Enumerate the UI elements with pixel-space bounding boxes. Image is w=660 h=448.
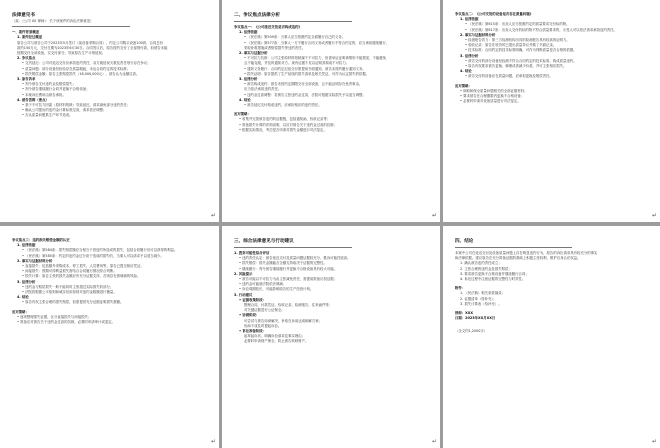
text-line: • 通知义务履行：合同约定迟延交付需提前书面通知，被告未按约履行通知义务。 — [244, 66, 366, 71]
text-line: • 被告交付的部分设备经检测不符合合同约定的技术标准，构成质量违约。 — [465, 58, 577, 63]
text-line: 本案中公司在延迟交付及设备质量问题上存在明显违约行为，原告的诉讼请求具有较充分的事实 — [455, 251, 598, 255]
text-line: 且不能克服，并及时通知对方。现有证据不足以证明其构成不可抗力。 — [244, 61, 350, 66]
text-line: • 要求被告在合理期限内更换不合格设备； — [460, 94, 525, 99]
text-line: • 交货延迟：公司对延迟交付应承担违约责任，双方就延误天数及责任划分存在争议； — [22, 61, 151, 66]
text-line: • 损失赔偿：损失金额能否全额支持取决于证据的完整性。 — [239, 261, 327, 266]
paragraph-mark: ↵ — [210, 212, 216, 219]
text-line: 协商不成及时提起诉讼。 — [244, 323, 282, 328]
text-line: 对关键证据进行公证保全。 — [244, 308, 285, 313]
text-line: 1. 案件经过概述 — [17, 35, 43, 40]
text-line: • 诉讼周期较长，可能影响原告的生产经营计划。 — [239, 287, 314, 292]
page-6[interactable] — [443, 226, 660, 448]
text-line: 争议焦点一：《公司延迟交货是否构成违约》 — [234, 25, 302, 29]
text-line: • 法院将根据公平原则和诚实信用原则对违约金数额进行衡量。 — [22, 290, 117, 295]
text-line: • 违约金过高调整：若被告主张违约金过高，法院可根据实际损失予以适当调整。 — [244, 92, 366, 97]
text-line: • 违约金与赔偿损失一般不能同时主张超过实际损失的部分。 — [22, 284, 114, 289]
text-line: 1. 《民法典》相关条款摘录； — [460, 291, 505, 296]
text-line: 应对策略： — [12, 309, 29, 314]
text-line: • 必要时申请对设备质量进行司法鉴定。 — [460, 99, 521, 104]
text-line: 和法律依据。建议原告在充分准备证据的基础上积极主张权利，维护自身合法权益。 — [455, 256, 581, 261]
text-line: 2. 风险提示 — [234, 271, 253, 276]
page-3[interactable] — [443, 0, 660, 222]
text-line: 3. 原告诉求 — [17, 77, 36, 82]
text-line: • 否认质量问题系生产环节造成。 — [22, 113, 73, 118]
page-1[interactable] — [0, 0, 219, 222]
text-line: • 原告有权主张合理的损失赔偿，但需提供充分证据证明损失数额。 — [22, 300, 124, 305]
text-line: 应对策略： — [234, 112, 251, 117]
text-line: • 被告可能以不可抗力为由主张减免责任，需提前准备反驳证据； — [239, 277, 338, 282]
text-line: • 直接损失：包括额外采购成本、停工损失、人员费用等，原告已提交相应凭证。 — [22, 264, 144, 269]
text-line: 4. 被告答辩（要点） — [17, 97, 49, 102]
text-line: 2. 事实与证据材料分析 — [460, 32, 496, 37]
text-line: 日期：2023年XX月XX日 — [455, 316, 496, 321]
text-line: 1. 法律依据 — [239, 30, 258, 35]
paragraph-mark: ↵ — [651, 438, 657, 445]
divider — [234, 21, 352, 22]
text-line: • 《民法典》第617条：出卖人交付的标的物不符合质量要求的，买受人可以依法请求承担违约责任。 — [465, 27, 617, 32]
text-line: • 准备损失计算的详细说明，以应对被告关于违约金过高的抗辩； — [239, 122, 338, 127]
text-line: 必要时申请财产保全，防止被告转移财产。 — [244, 339, 309, 344]
text-line: 1. 法律依据 — [17, 243, 36, 248]
text-line: • 《民法典》第615条：出卖人应当按照约定的质量要求交付标的物。 — [465, 22, 570, 27]
text-line: 2. 主张合理的违约金及损失赔偿； — [460, 266, 512, 271]
text-line: 3. 法律分析 — [460, 53, 479, 58]
text-line: 争议焦点二：《公司交货的设备是否存在质量问题》 — [455, 12, 533, 16]
divider — [455, 247, 572, 248]
text-line: 3. 损失计算表（待补充）。 — [460, 301, 502, 306]
text-line: 按期交付全部设备，仅交付部分，导致原告生产计划延误。 — [17, 51, 106, 56]
text-line: （全文约1,2000字） — [455, 329, 488, 334]
text-line: 一、案件背景概述 — [12, 30, 40, 35]
text-line: 2. 事实与证据分析 — [239, 51, 268, 56]
text-line: 采取补救措施或者赔偿损失等违约责任。 — [244, 45, 306, 50]
text-line: • 间接损失：预期可得利益损失需结合合同履行情况综合判断。 — [22, 269, 117, 274]
text-line: • 检测报告效力：第三方检测机构出具的检测报告具有较高的证明力。 — [465, 38, 570, 43]
text-line: 3. 行动建议 — [234, 292, 253, 297]
text-line: • 逐项整理损失证据，区分直接损失与间接损失； — [17, 314, 92, 319]
text-line: • 质量问题：部分设备经检验存在质量瑕疵，未达合同约定的技术标准； — [22, 66, 131, 71]
text-line: • 《民法典》第509条：当事人应当按照约定全面履行自己的义务。 — [244, 35, 346, 40]
text-line: 3. 法律分析 — [239, 77, 258, 82]
text-line: 律师：XXX — [455, 311, 474, 316]
text-line: 三、综合法律意见与行动建议 — [234, 239, 294, 244]
text-line: • 判令被告继续履行合同并更换不合格设备； — [22, 87, 90, 92]
text-line: • 本案诉讼费用由被告承担。 — [22, 92, 66, 97]
page-5[interactable] — [222, 226, 440, 448]
text-line: • 确认公司提出的违约金计算标准过高，请求依法调整； — [22, 108, 107, 113]
page-4[interactable] — [0, 226, 219, 448]
text-line: • 准备应对被告关于违约金过高的抗辩，必要时申请审计或鉴定。 — [17, 320, 116, 325]
paragraph-mark: ↵ — [431, 438, 437, 445]
text-line: 1. 法律依据 — [460, 17, 479, 22]
text-line: 整理合同、付款凭证、验收记录、检测报告、往来函件等； — [244, 303, 333, 308]
text-line: • 原告有权要求被告更换、修理或者减少价款，并可主张相应损失。 — [465, 64, 567, 69]
text-line: • 不可抗力抗辩：公司主张原材料短缺属于不可抗力，但需举证证明该情形不能预见、不能避免 — [244, 56, 387, 61]
text-line: • 《民法典》第577条：当事人一方不履行合同义务或者履行不符合约定的，应当承担继续履行、 — [244, 40, 390, 45]
text-line: • 被告构成违约：被告未按约定期限交付全部设备，且不能证明存在免责事由， — [244, 82, 363, 87]
text-line: • 损失赔偿金额：原告主张赔偿损失（16,000,000元），被告认为金额过高。 — [22, 71, 140, 76]
text-line: • 根据实际情况，考虑是否申请对损失金额进行司法鉴定。 — [239, 127, 327, 132]
text-line: 可尝试与被告协商解决，争取在诉前达成和解方案； — [244, 318, 322, 323]
text-line: 4. 结论 — [239, 97, 251, 102]
text-line: • 证据收集阶段： — [239, 297, 267, 302]
text-line: 款约150万元，交付日期为2023年6月30日。合同签订后，原告按约支付了全部预付款，但被告未能 — [17, 45, 168, 50]
text-line: • 诉讼准备阶段： — [239, 329, 267, 334]
text-line: • 调取和保全质量问题相关的全部证据材料； — [460, 88, 528, 93]
text-line: • 违约金可能被法院依法调减； — [239, 282, 287, 287]
text-line: 2. 证据清单（待补充）； — [460, 296, 497, 301]
paragraph-mark: ↵ — [431, 212, 437, 219]
text-line: 2. 争议焦点 — [17, 56, 36, 61]
text-line: 应当依法承担违约责任。 — [244, 87, 282, 92]
text-line: • 被告交付的设备存在质量问题，应承担更换及赔偿责任。 — [465, 74, 553, 79]
text-line: • 判令被告支付违约金及赔偿损失； — [22, 82, 76, 87]
text-line: • 收集并完善被告违约的证据链，包括通知函、验收记录等； — [239, 117, 331, 122]
text-line: • 《民法典》第584条：损失赔偿额应当相当于因违约所造成的损失，包括合同履行后可以获得的利益。 — [22, 248, 178, 253]
text-line: 4. 诉讼过程中注意证据的完整性与时效性。 — [460, 277, 526, 282]
text-line: • 协商阶段： — [239, 313, 260, 318]
text-line: 四、结论 — [455, 239, 474, 244]
text-line: 应对策略： — [455, 83, 472, 88]
text-line: • 技术标准：合同约定的技术标准明确，可作为判断质量是否合格的依据。 — [465, 48, 577, 53]
text-line: • 被告延迟交付构成违约，应承担相应的违约责任。 — [244, 103, 322, 108]
text-line: 1. 确认被告违约责任成立； — [460, 261, 502, 266]
text-line: 4. 结论 — [460, 69, 472, 74]
page-2[interactable] — [222, 0, 440, 222]
text-line: 原告公司与被告公司于2023年5月签订《某设备采购合同》，约定公司购买设备100套，合同总价 — [17, 40, 164, 45]
text-line: • 《民法典》第585条：约定的违约金过分高于造成的损失的，当事人可以请求予以适当减少。 — [22, 253, 164, 258]
text-line: 起草起诉状，明确诉讼请求及事实理由； — [244, 334, 306, 339]
divider — [234, 247, 352, 248]
text-line: （致：《公司 XX 律师》：关于该案件的诉讼法律意见） — [12, 19, 94, 23]
text-line: 3. 要求被告更换不合格设备并继续履行合同； — [460, 271, 529, 276]
text-line: 二、争议焦点法律分析 — [234, 13, 280, 18]
text-line: 争议焦点三：违约损失赔偿金额的认定 — [12, 238, 70, 242]
text-line: 2. 事实与证据材料分析 — [17, 258, 53, 263]
divider — [12, 26, 130, 27]
text-line: • 违约责任认定：被告延迟交付及质量问题证据较充分，胜诉可能性较高。 — [239, 256, 351, 261]
text-line: 1. 胜诉可能性综合评估 — [234, 251, 270, 255]
paragraph-mark: ↵ — [210, 438, 216, 445]
text-line: 4. 结论 — [17, 295, 29, 300]
text-line: • 继续履行：判令被告继续履行并更换不合格设备具有较大可能。 — [239, 266, 338, 271]
text-line: • 基于不可抗力因素（原材料短缺）导致延迟，请求减免部分违约责任； — [22, 103, 131, 108]
paragraph-mark: ↵ — [651, 212, 657, 219]
text-line: • 损失证明：原告提供了生产延误的损失清单及相关凭证，可作为认定损失的依据。 — [244, 71, 370, 76]
text-line: 法律意见书 — [12, 13, 35, 18]
text-line: 3. 法律分析 — [17, 279, 36, 284]
text-line: • 损失计算：原告主张的损失金额应有充分证据支持，否则存在被调减的风险。 — [22, 274, 141, 279]
text-line: • 验收记录：原告在收货时已提出质量异议并做了书面记录。 — [465, 43, 557, 48]
text-line: 附件： — [455, 286, 466, 291]
